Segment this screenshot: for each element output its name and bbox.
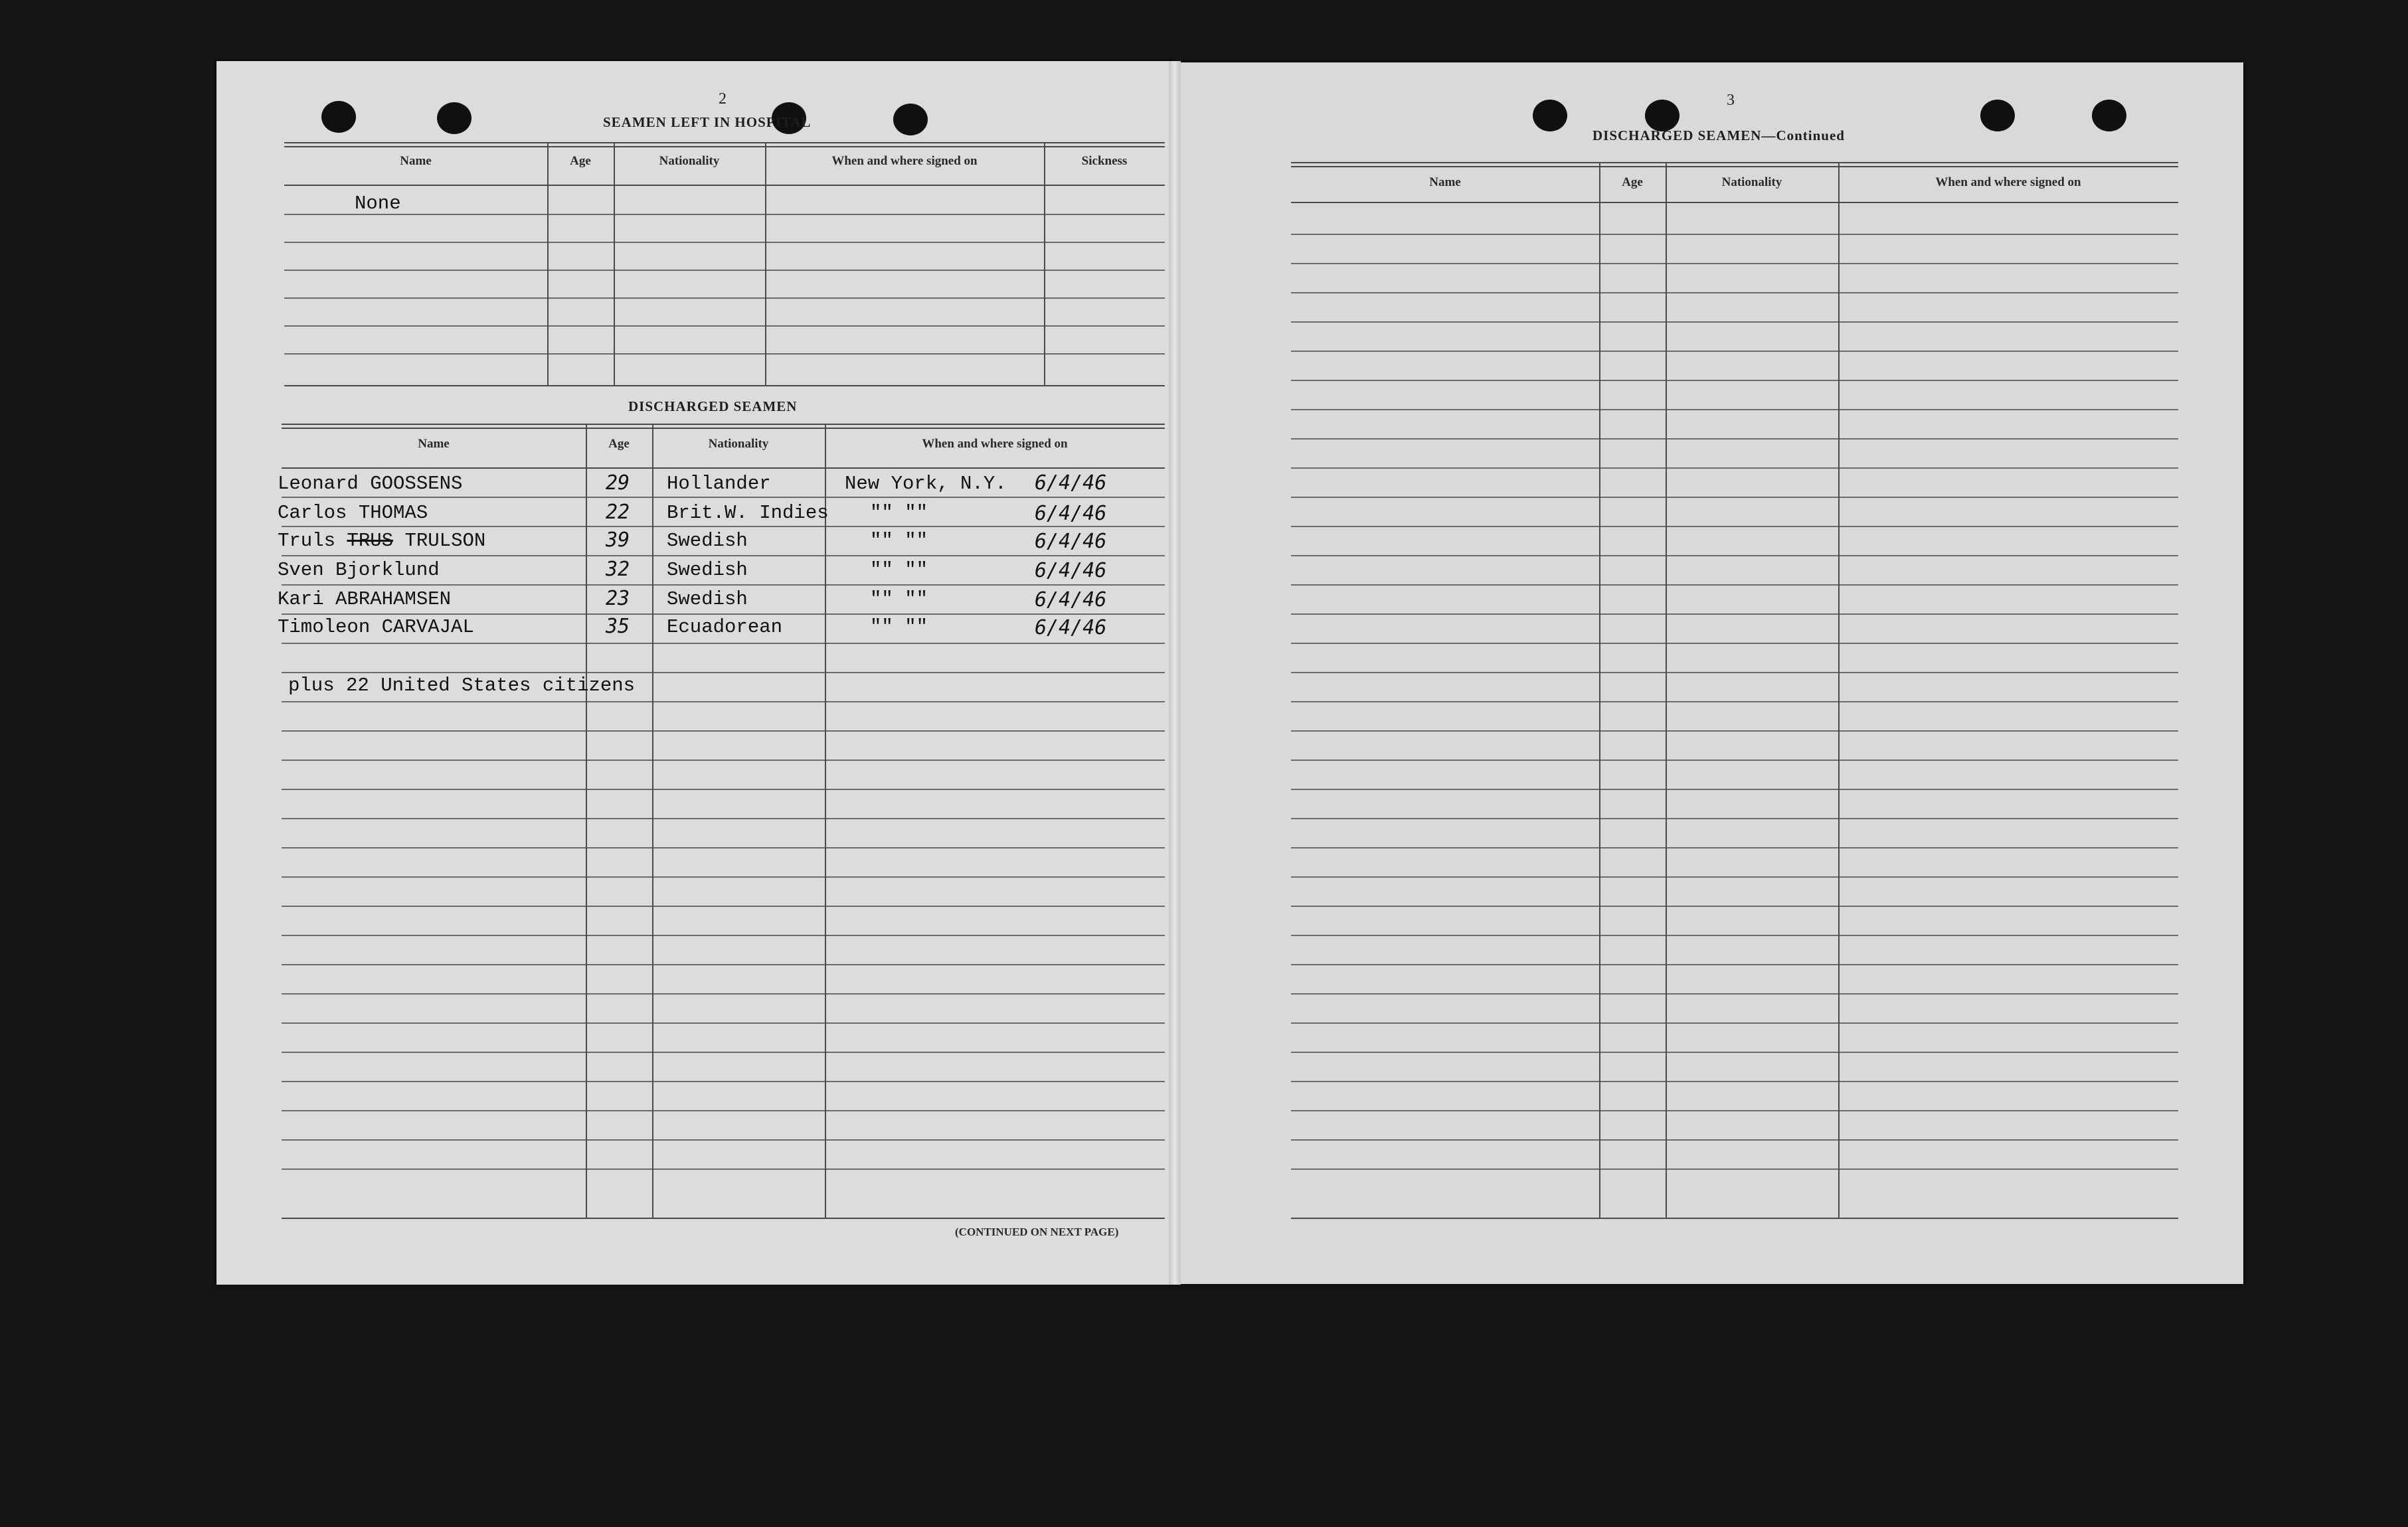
signed-on-date: 6/4/46 [1035,502,1107,525]
seaman-name [278,530,485,552]
col-name: Name [418,437,450,451]
col-signed-on: When and where signed on [831,154,978,168]
col-sickness: Sickness [1081,154,1128,168]
signed-on-place: "" "" [870,502,928,524]
signed-on-place: "" "" [870,559,928,581]
seaman-name: Timoleon CARVAJAL [278,616,474,638]
signed-on-place: "" "" [870,588,928,610]
col-signed-on: When and where signed on [922,437,1068,451]
signed-on-date: 6/4/46 [1035,471,1107,495]
seaman-age: 23 [606,587,630,610]
seaman-nationality: Ecuadorean [667,616,783,638]
seaman-nationality: Swedish [667,559,748,581]
seaman-nationality: Swedish [667,588,748,610]
punch-hole [1533,100,1567,131]
col-age: Age [1622,175,1643,189]
seaman-age: 35 [606,615,630,638]
punch-hole [2092,100,2126,131]
col-age: Age [570,154,591,168]
continued-footer: (CONTINUED ON NEXT PAGE) [955,1226,1119,1238]
seaman-age: 32 [606,558,630,581]
punch-hole [1980,100,2015,131]
signed-on-date: 6/4/46 [1035,588,1107,611]
signed-on-date: 6/4/46 [1035,616,1107,639]
col-age: Age [608,437,630,451]
signed-on-place: "" "" [870,530,928,552]
signed-on-place: New York, N.Y. [845,473,1007,495]
seaman-name: Carlos THOMAS [278,502,428,524]
col-name: Name [400,154,432,168]
discharged-section-title: DISCHARGED SEAMEN [628,398,798,414]
col-nationality: Nationality [708,437,769,451]
signed-on-date: 6/4/46 [1035,530,1107,553]
hospital-section-title: SEAMEN LEFT IN HOSPITAL [603,114,812,130]
discharged-continued-title: DISCHARGED SEAMEN—Continued [1592,127,1845,143]
punch-hole [321,101,356,133]
seaman-name: Leonard GOOSSENS [278,473,463,495]
signed-on-date: 6/4/46 [1035,559,1107,582]
seaman-nationality: Hollander [667,473,771,495]
seaman-last-name: TRULSON [404,530,486,552]
seaman-age: 22 [606,501,630,524]
hospital-table [284,142,1165,386]
seaman-age: 39 [606,528,630,552]
col-nationality: Nationality [1721,175,1782,189]
col-name: Name [1429,175,1461,189]
seaman-nationality: Brit.W. Indies [667,502,829,524]
struck-text: TRUS [347,530,394,552]
seaman-name: Sven Bjorklund [278,559,440,581]
col-signed-on: When and where signed on [1935,175,2081,189]
citizens-note: plus 22 United States citizens [288,675,636,696]
seaman-name: Kari ABRAHAMSEN [278,588,452,610]
page-number: 2 [719,90,727,108]
seaman-first-name: Truls [278,530,336,552]
signed-on-place: "" "" [870,616,928,638]
page-fold [1169,61,1181,1285]
punch-hole [437,102,472,134]
seaman-age: 29 [606,471,630,495]
hospital-entry: None [355,193,401,214]
col-nationality: Nationality [659,154,720,168]
punch-hole [1645,100,1679,131]
discharged-continued-table [1291,162,2178,1224]
seaman-nationality: Swedish [667,530,748,552]
punch-hole [893,104,928,135]
page-number: 3 [1727,92,1735,109]
